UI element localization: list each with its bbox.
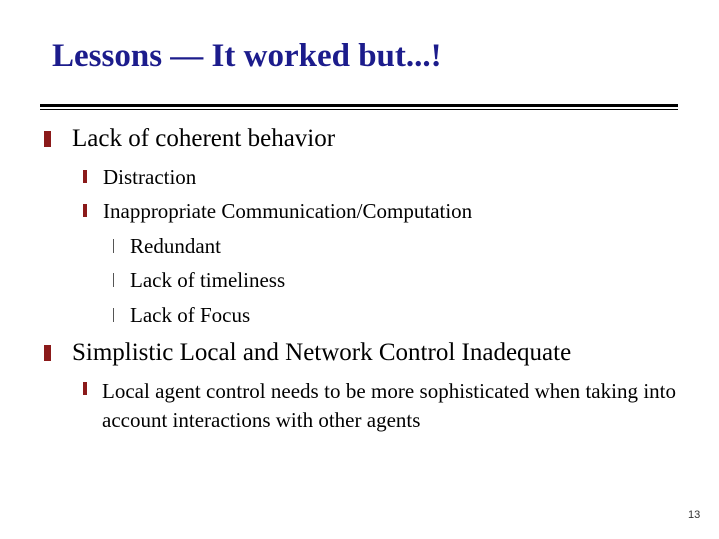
sub-sub-bullet-marker-icon (113, 308, 114, 322)
bullet-2-1-text: Local agent control needs to be more sophisticated when taking into account interactions with other agents (102, 379, 676, 432)
bullet-1-2-3-text: Lack of Focus (130, 303, 251, 327)
title-divider-thick (40, 104, 678, 107)
page-number: 13 (688, 509, 701, 521)
sub-bullet-marker-icon (83, 170, 87, 183)
title-divider-thin (40, 109, 678, 110)
bullet-1-2-1-text: Redundant (130, 234, 221, 258)
bullet-1-1-text: Distraction (103, 165, 197, 189)
sub-sub-bullet-marker-icon (113, 239, 114, 253)
bullet-1-2-text: Inappropriate Communication/Computation (103, 199, 473, 223)
bullet-marker-icon (44, 345, 51, 361)
sub-sub-bullet-marker-icon (113, 273, 114, 287)
slide-title: Lessons — It worked but...! (52, 38, 442, 74)
bullet-1-text: Lack of coherent behavior (72, 125, 336, 152)
sub-bullet-marker-icon (83, 204, 87, 217)
bullet-1-2-2-text: Lack of timeliness (130, 268, 286, 292)
bullet-2-text: Simplistic Local and Network Control Inadequate (72, 339, 572, 366)
sub-bullet-marker-icon (83, 382, 87, 395)
bullet-marker-icon (44, 131, 51, 147)
